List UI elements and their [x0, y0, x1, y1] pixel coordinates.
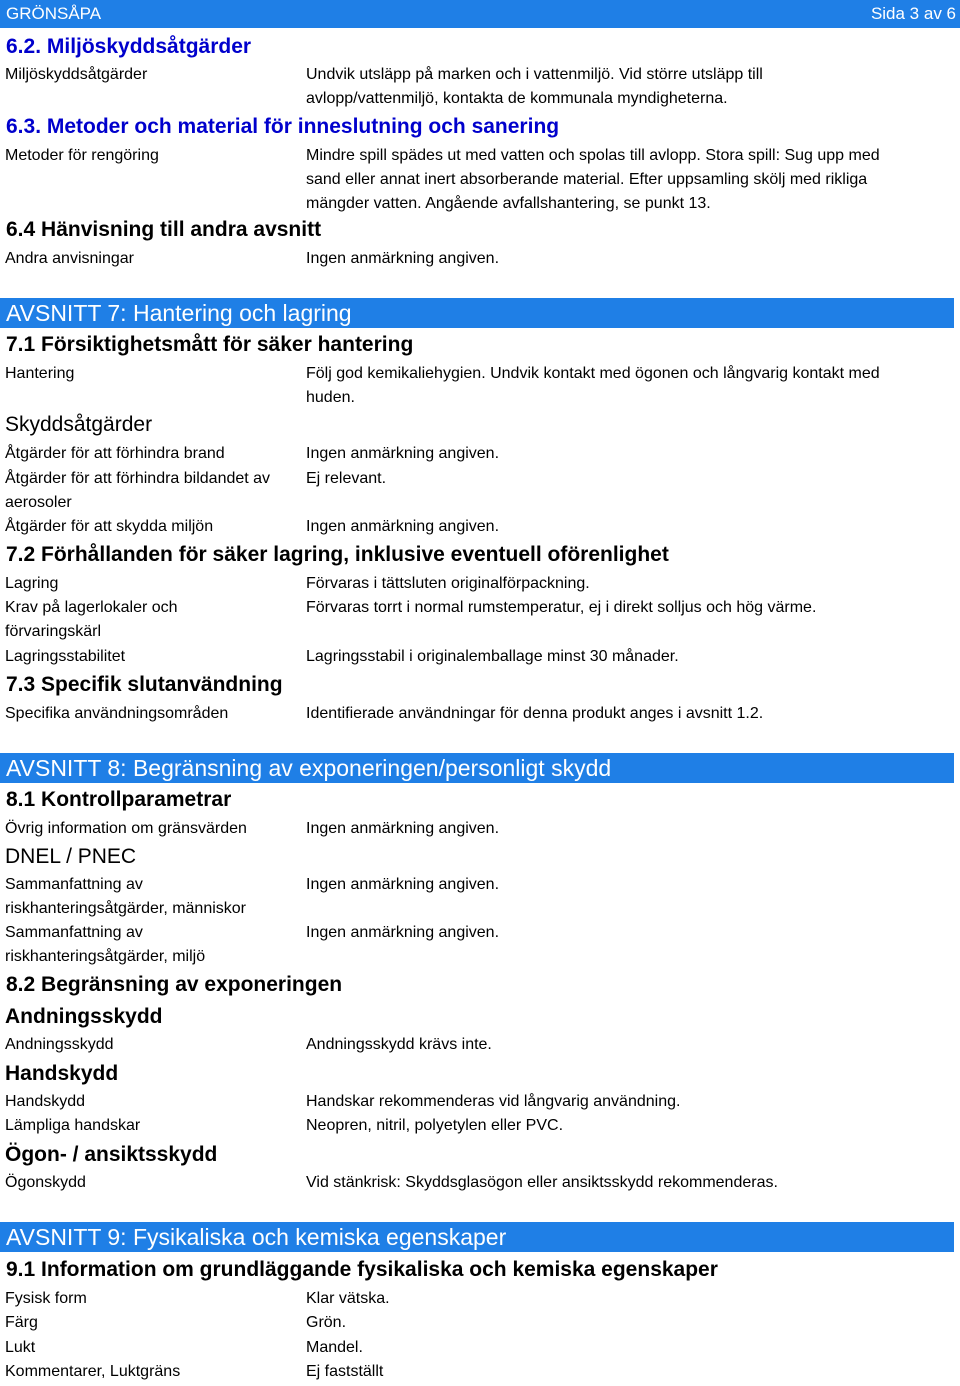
farg-label: Färg: [5, 1314, 38, 1331]
specifika-value: Identifierade användningar för denna produkt anges i avsnitt 1.2.: [306, 705, 764, 722]
fysisk-form-label: Fysisk form: [5, 1290, 87, 1307]
sammanf-miljo-label: Sammanfattning av riskhanteringsåtgärder, miljö: [5, 924, 206, 965]
lampliga-handskar-value: Neopren, nitril, polyetylen eller PVC.: [306, 1117, 564, 1134]
stabilitet-value: Lagringsstabil i originalemballage minst 30 månader.: [306, 648, 679, 665]
ovrig-label: Övrig information om gränsvärden: [5, 820, 247, 837]
ogonskydd-title: Ögon- / ansiktsskydd: [5, 1143, 218, 1166]
fysisk-form-value: Klar vätska.: [306, 1290, 390, 1307]
aerosol-value: Ej relevant.: [306, 470, 387, 487]
lampliga-handskar-label: Lämpliga handskar: [5, 1117, 141, 1134]
ogonskydd-value: Vid stänkrisk: Skyddsglasögon eller ansiktsskydd rekommenderas.: [306, 1174, 778, 1191]
brand-label: Åtgärder för att förhindra brand: [5, 445, 225, 462]
section-8-banner: [0, 753, 954, 783]
ogonskydd-label: Ögonskydd: [5, 1174, 86, 1191]
section-7-3-title: 7.3 Specifik slutanvändning: [6, 673, 283, 696]
skyddsatgarder-title: Skyddsåtgärder: [5, 413, 153, 436]
andra-anvisningar-value: Ingen anmärkning angiven.: [306, 250, 500, 267]
rengoring-label: Metoder för rengöring: [5, 147, 159, 164]
handskydd-title: Handskydd: [5, 1062, 119, 1085]
section-9-1-title: 9.1 Information om grundläggande fysikaliska och kemiska egenskaper: [6, 1258, 718, 1281]
stabilitet-label: Lagringsstabilitet: [5, 648, 126, 665]
section-6-4-title: 6.4 Hänvisning till andra avsnitt: [6, 218, 322, 241]
section-7-1-title: 7.1 Försiktighetsmått för säker hantering: [6, 333, 414, 356]
luktgrans-label: Kommentarer, Luktgräns: [5, 1363, 181, 1380]
farg-value: Grön.: [306, 1314, 347, 1331]
brand-value: Ingen anmärkning angiven.: [306, 445, 500, 462]
dnel-pnec-title: DNEL / PNEC: [5, 845, 137, 868]
luktgrans-value: Ej fastställt: [306, 1363, 384, 1380]
hantering-label: Hantering: [5, 365, 75, 382]
handskydd-value: Handskar rekommenderas vid långvarig användning.: [306, 1093, 681, 1110]
andra-anvisningar-label: Andra anvisningar: [5, 250, 134, 267]
miljo-value: Ingen anmärkning angiven.: [306, 518, 500, 535]
section-7-title: AVSNITT 7: Hantering och lagring: [6, 300, 352, 326]
andningsskydd-value: Andningsskydd krävs inte.: [306, 1036, 492, 1053]
section-8-2-title: 8.2 Begränsning av exponeringen: [6, 973, 343, 996]
miljo-label: Åtgärder för att skydda miljön: [5, 518, 214, 535]
product-name: GRÖNSÅPA: [6, 4, 102, 23]
miljoskydd-value: Undvik utsläpp på marken och i vattenmiljö. Vid större utsläpp till avlopp/vattenmiljö, kontakta de kommunala myndigheterna.: [306, 66, 763, 107]
page-number: Sida 3 av 6: [870, 4, 956, 23]
specifika-label: Specifika användningsområden: [5, 705, 229, 722]
krav-label: Krav på lagerlokaler och förvaringskärl: [5, 599, 178, 640]
section-9-title: AVSNITT 9: Fysikaliska och kemiska egenskaper: [6, 1224, 507, 1250]
ovrig-value: Ingen anmärkning angiven.: [306, 820, 500, 837]
manniskor-value: Ingen anmärkning angiven.: [306, 876, 500, 893]
section-7-banner: [0, 298, 954, 328]
section-6-2-title: 6.2. Miljöskyddsåtgärder: [6, 35, 252, 58]
lukt-label: Lukt: [5, 1339, 36, 1356]
lagring-label: Lagring: [5, 575, 59, 592]
lukt-value: Mandel.: [306, 1339, 363, 1356]
section-9-banner: [0, 1222, 954, 1252]
aerosol-label: Åtgärder för att förhindra bildandet av aerosoler: [5, 470, 271, 511]
krav-value: Förvaras torrt i normal rumstemperatur, ej i direkt solljus och hög värme.: [306, 599, 817, 616]
page-header: [0, 0, 960, 28]
manniskor-label: Sammanfattning av riskhanteringsåtgärder, människor: [5, 876, 247, 917]
section-8-1-title: 8.1 Kontrollparametrar: [6, 788, 232, 811]
andningsskydd-title: Andningsskydd: [5, 1005, 163, 1028]
section-7-2-title: 7.2 Förhållanden för säker lagring, inklusive eventuell oförenlighet: [6, 543, 669, 566]
lagring-value: Förvaras i tättsluten originalförpackning.: [306, 575, 590, 592]
sammanf-miljo-value: Ingen anmärkning angiven.: [306, 924, 500, 941]
hantering-value: Följ god kemikaliehygien. Undvik kontakt med ögonen och långvarig kontakt med huden.: [306, 365, 880, 406]
handskydd-label: Handskydd: [5, 1093, 86, 1110]
miljoskydd-label: Miljöskyddsåtgärder: [5, 66, 148, 83]
andningsskydd-label: Andningsskydd: [5, 1036, 114, 1053]
rengoring-value: Mindre spill spädes ut med vatten och spolas till avlopp. Stora spill: Sug upp med sand eller annat inert absorberande material. Efter uppsamling skölj med rikliga mängder vatten. Angående avfallshantering, se punkt 13.: [306, 147, 880, 212]
section-8-title: AVSNITT 8: Begränsning av exponeringen/personligt skydd: [6, 755, 612, 781]
section-6-3-title: 6.3. Metoder och material för inneslutning och sanering: [6, 115, 560, 138]
